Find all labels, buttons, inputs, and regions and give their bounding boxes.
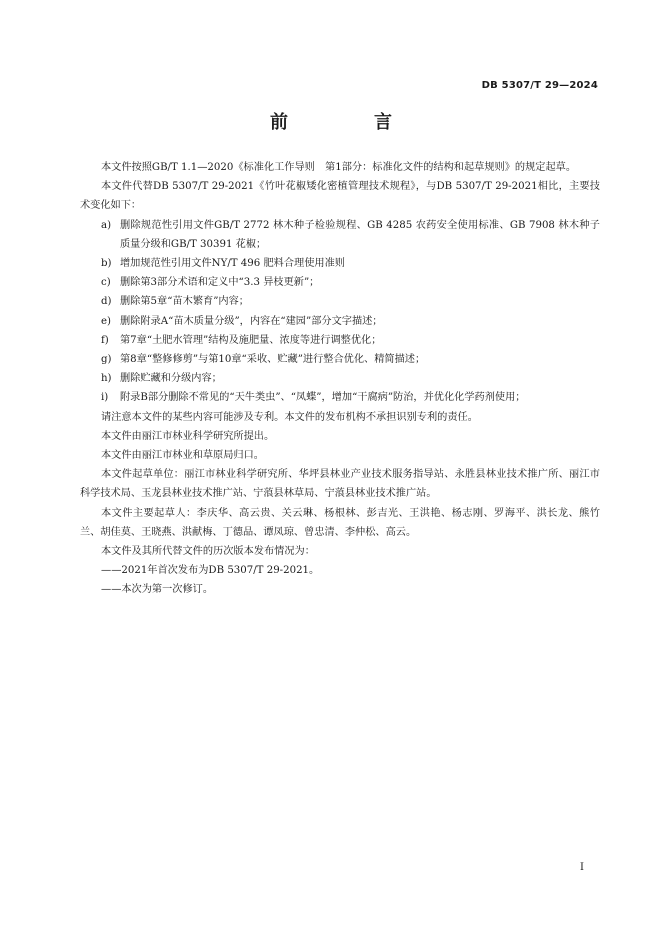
list-item-text: 删除附录A“苗木质量分级”，内容在“建园”部分文字描述； <box>120 315 383 327</box>
paragraph-history-intro: 本文件及其所代替文件的历次版本发布情况为： <box>101 546 315 558</box>
list-item-text: 删除第5章“苗木繁育”内容； <box>120 296 249 308</box>
changes-list <box>80 216 600 408</box>
list-item-text: 第7章“土肥水管理”结构及施肥量、浓度等进行调整优化； <box>120 334 382 346</box>
paragraph-history-first: ——2021年首次发布为DB 5307/T 29-2021。 <box>101 565 320 577</box>
paragraph-drafting-units: 本文件起草单位：丽江市林业科学研究所、华坪县林业产业技术服务指导站、永胜县林业技术推广所、丽江市科学技术局、玉龙县林业技术推广站、宁蒗县林草局、宁蒗县林业技术推广站。 <box>80 469 600 500</box>
list-marker: e) <box>101 315 112 327</box>
list-item-text: 第8章“整修修剪”与第10章“采收、贮藏”进行整合优化、精简描述； <box>120 354 426 366</box>
page-title: 前 言 <box>270 112 426 133</box>
list-marker: f) <box>101 334 109 346</box>
list-item <box>80 369 600 388</box>
list-item <box>80 273 600 292</box>
foreword-body <box>80 158 600 600</box>
list-marker: g) <box>101 354 112 366</box>
list-item-text: 删除第3部分术语和定义中“3.3 异枝更新”； <box>120 277 320 289</box>
list-item-text: 删除规范性引用文件GB/T 2772 林木种子检验规程、GB 4285 农药安全使用标准、GB 7908 林木种子质量分级和GB/T 30391 花椒； <box>120 219 600 250</box>
list-marker: h) <box>101 373 112 385</box>
paragraph-drafting-rules: 本文件按照GB/T 1.1—2020《标准化工作导则 第1部分：标准化文件的结构和起草规则》的规定起草。 <box>101 162 577 173</box>
list-item <box>80 254 600 273</box>
paragraph-centralized-by: 本文件由丽江市林业和草原局归口。 <box>101 450 264 462</box>
paragraph-drafters: 本文件主要起草人：李庆华、高云贵、关云琳、杨根林、彭吉光、王洪艳、杨志刚、罗海平、洪长龙、熊竹兰、胡佳莫、王晓燕、洪献梅、丁德品、谭凤琼、曾忠清、李仲松、高云。 <box>80 507 600 538</box>
paragraph-replacement: 本文件代替DB 5307/T 29-2021《竹叶花椒矮化密植管理技术规程》，与DB 5307/T 29-2021相比，主要技术变化如下： <box>80 181 600 212</box>
paragraph-patent-notice: 请注意本文件的某些内容可能涉及专利。本文件的发布机构不承担识别专利的责任。 <box>101 411 478 423</box>
list-item <box>80 216 600 254</box>
list-item <box>80 312 600 331</box>
list-item <box>80 292 600 311</box>
list-item <box>80 388 600 407</box>
list-item <box>80 350 600 369</box>
list-marker: d) <box>101 296 112 308</box>
list-item-text: 删除贮藏和分级内容； <box>120 373 222 385</box>
document-code: DB 5307/T 29—2024 <box>481 80 598 91</box>
list-marker: i) <box>101 392 109 404</box>
page-number: I <box>580 862 584 873</box>
paragraph-history-revision: ——本次为第一次修订。 <box>101 584 214 596</box>
list-marker: b) <box>101 258 112 270</box>
list-marker: a) <box>101 219 112 231</box>
list-item-text: 附录B部分删除不常见的“天牛类虫”、“凤蝶”，增加“干腐病”防治，并优化化学药剂使用； <box>120 392 526 404</box>
list-marker: c) <box>101 277 111 289</box>
paragraph-proposer: 本文件由丽江市林业科学研究所提出。 <box>101 430 275 442</box>
list-item <box>80 331 600 350</box>
list-item-text: 增加规范性引用文件NY/T 496 肥料合理使用准则 <box>120 258 345 270</box>
